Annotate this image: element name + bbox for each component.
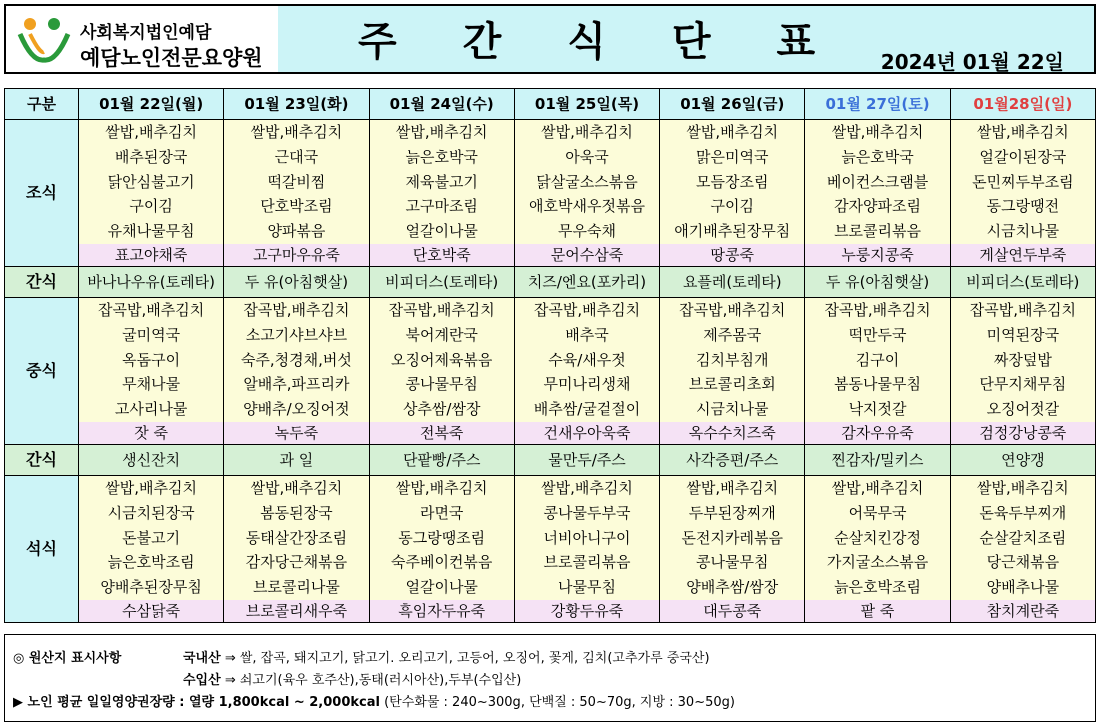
menu-item: 쌀밥,배추김치 — [395, 123, 488, 141]
menu-item: 쌀밥,배추김치 — [686, 123, 779, 141]
menu-item: 늙은호박국 — [841, 147, 914, 166]
logo-icon — [14, 14, 74, 66]
origin-domestic — [183, 647, 710, 666]
dinner-label: 석식 — [5, 475, 79, 622]
lunch-cell — [224, 297, 369, 421]
menu-item: 쌀밥,배추김치 — [250, 123, 343, 141]
menu-item: 쌀밥,배추김치 — [105, 478, 197, 497]
menu-item: 브로콜리볶음 — [834, 222, 922, 241]
porridge-cell: 게살연두부죽 — [950, 244, 1095, 267]
menu-item: 단호박조림 — [260, 197, 333, 216]
menu-item: 쌀밥,배추김치 — [831, 123, 924, 141]
menu-item: 애기배추된장무침 — [674, 222, 791, 241]
menu-item: 잡곡밥,배추김치 — [98, 300, 205, 319]
menu-item: 잡곡밥,배추김치 — [824, 300, 931, 319]
breakfast-cell — [514, 120, 659, 244]
breakfast-cell — [805, 120, 950, 244]
menu-item: 나물무침 — [558, 578, 616, 597]
snack-cell: 두 유(아침햇살) — [805, 266, 950, 297]
menu-item: 단무지채무침 — [979, 375, 1067, 394]
day-header: 01월28일(일) — [950, 89, 1095, 120]
porridge-cell: 수삼닭죽 — [79, 600, 224, 623]
day-header: 01월 26일(금) — [660, 89, 805, 120]
menu-item: 쌀밥,배추김치 — [105, 123, 197, 141]
porridge-cell: 팥 죽 — [805, 600, 950, 623]
day-header: 01월 23일(화) — [224, 89, 369, 120]
menu-item: 콩나물무침 — [696, 553, 769, 572]
menu-item: 알배추,파프리카 — [243, 375, 350, 394]
porridge-cell: 대두콩죽 — [660, 600, 805, 623]
day-header: 01월 25일(목) — [514, 89, 659, 120]
menu-item: 미역된장국 — [986, 325, 1060, 344]
menu-item: 배추국 — [565, 325, 609, 344]
nutrition-guide — [13, 691, 735, 710]
menu-item: 구이김 — [129, 197, 173, 216]
porridge-cell: 감자우유죽 — [805, 422, 950, 445]
menu-item: 낙지젓갈 — [848, 400, 907, 419]
menu-item: 너비아니구이 — [543, 528, 631, 547]
menu-item: 쌀밥,배추김치 — [831, 478, 924, 497]
menu-item: 감자양파조림 — [834, 197, 922, 216]
menu-item: 양파볶음 — [267, 222, 326, 241]
snack-cell: 비피더스(토레타) — [950, 266, 1095, 297]
breakfast-cell — [660, 120, 805, 244]
dinner-cell — [805, 475, 950, 599]
menu-item: 닭안심불고기 — [107, 172, 195, 191]
breakfast-label: 조식 — [5, 120, 79, 267]
porridge-cell: 참치계란죽 — [950, 600, 1095, 623]
porridge-cell: 누룽지콩죽 — [805, 244, 950, 267]
title-area — [278, 6, 1094, 72]
menu-item: 양배추된장무침 — [100, 578, 202, 597]
menu-item: 굴미역국 — [122, 325, 181, 344]
menu-item: 감자당근채볶음 — [245, 553, 348, 572]
menu-item: 무채나물 — [122, 375, 181, 394]
snack-cell: 두 유(아침햇살) — [224, 266, 369, 297]
menu-item: 브로콜리볶음 — [543, 553, 631, 572]
breakfast-row — [5, 120, 1096, 244]
menu-item: 봄동된장국 — [260, 503, 333, 522]
origin-import — [183, 669, 521, 688]
snack-cell: 요플레(토레타) — [660, 266, 805, 297]
lunch-cell — [514, 297, 659, 421]
menu-item: 떡만두국 — [848, 325, 907, 344]
menu-item: 얼갈이나물 — [405, 222, 478, 241]
menu-item: 잡곡밥,배추김치 — [969, 300, 1076, 319]
snack-cell: 치즈/엔요(포카리) — [514, 266, 659, 297]
menu-item: 양배추쌈/쌈장 — [686, 578, 779, 597]
porridge-cell: 땅콩죽 — [660, 244, 805, 267]
page-title: 주간식단표 — [358, 19, 882, 65]
menu-item: 모듬장조림 — [696, 172, 769, 191]
menu-item: 쌀밥,배추김치 — [541, 478, 633, 497]
footer-notes — [4, 634, 1096, 722]
snack-cell: 생신잔치 — [79, 444, 224, 475]
menu-item: 짜장덮밥 — [993, 350, 1052, 369]
menu-item: 늙은호박조림 — [107, 553, 195, 572]
dinner-cell — [369, 475, 514, 599]
porridge-cell: 고구마우유죽 — [224, 244, 369, 267]
menu-item: 유채나물무침 — [107, 222, 195, 241]
menu-item: 양배추나물 — [986, 578, 1060, 597]
snack2-row — [5, 444, 1096, 475]
menu-item: 돈전지카레볶음 — [681, 528, 783, 547]
lunch-porridge-row — [5, 422, 1096, 445]
menu-item: 김구이 — [855, 350, 900, 369]
porridge-cell: 녹두죽 — [224, 422, 369, 445]
dinner-cell — [660, 475, 805, 599]
menu-item: 맑은미역국 — [696, 147, 769, 166]
lunch-row — [5, 297, 1096, 421]
lunch-cell — [79, 297, 224, 421]
menu-item: 무미나리생채 — [543, 375, 631, 394]
menu-item: 콩나물무침 — [405, 375, 478, 394]
menu-item: 쌀밥,배추김치 — [395, 478, 488, 497]
lunch-cell — [950, 297, 1095, 421]
dinner-cell — [950, 475, 1095, 599]
menu-item: 가지굴소스볶음 — [826, 553, 929, 572]
porridge-cell: 건새우아욱죽 — [514, 422, 659, 445]
origin-title: ◎ 원산지 표시사항 — [13, 651, 122, 666]
menu-item: 두부된장찌개 — [688, 503, 776, 522]
snack-cell: 찐감자/밀키스 — [805, 444, 950, 475]
menu-item: 동태살간장조림 — [245, 528, 348, 547]
day-header: 01월 27일(토) — [805, 89, 950, 120]
org-name-line1: 사회복지법인예담 — [80, 23, 212, 43]
menu-item: 시금치나물 — [986, 222, 1060, 241]
menu-item: 북어계란국 — [405, 325, 478, 344]
breakfast-cell — [79, 120, 224, 244]
dinner-row — [5, 475, 1096, 599]
domestic-text: ⇒ 쌀, 잡곡, 돼지고기, 닭고기. 오리고기, 고등어, 오징어, 꽃게, 김치(고추가루 중국산) — [224, 651, 710, 666]
breakfast-porridge-row — [5, 244, 1096, 267]
porridge-cell: 브로콜리새우죽 — [224, 600, 369, 623]
menu-item: 동그랑땡전 — [986, 197, 1060, 216]
porridge-cell: 흑임자두유죽 — [369, 600, 514, 623]
dinner-cell — [79, 475, 224, 599]
nutrition-label: ▶ 노인 평균 일일영양권장량 : 열량 1,800kcal ~ 2,000kcal — [13, 695, 380, 710]
porridge-cell: 표고야채죽 — [79, 244, 224, 267]
menu-item: 늙은호박조림 — [834, 578, 922, 597]
menu-item: 잡곡밥,배추김치 — [679, 300, 786, 319]
menu-item: 어묵무국 — [848, 503, 907, 522]
snack-cell: 비피더스(토레타) — [369, 266, 514, 297]
porridge-cell: 강황두유죽 — [514, 600, 659, 623]
day-header: 01월 24일(수) — [369, 89, 514, 120]
porridge-cell: 문어수삼죽 — [514, 244, 659, 267]
snack-cell: 단팥빵/주스 — [369, 444, 514, 475]
menu-item: 옥돔구이 — [122, 350, 181, 369]
menu-item: 쌀밥,배추김치 — [541, 123, 633, 141]
menu-item: 돈불고기 — [122, 528, 181, 547]
menu-item: 고구마조림 — [405, 197, 478, 216]
menu-item: 숙주,청경채,버섯 — [240, 350, 352, 369]
menu-item: 순살치킨강정 — [834, 528, 922, 547]
menu-item: 오징어제육볶음 — [390, 350, 493, 369]
menu-item: 김치부침개 — [696, 350, 769, 369]
snack-cell: 연양갱 — [950, 444, 1095, 475]
lunch-label: 중식 — [5, 297, 79, 444]
menu-item: 당근채볶음 — [986, 553, 1060, 572]
porridge-cell: 잣 죽 — [79, 422, 224, 445]
import-text: ⇒ 쇠고기(육우 호주산),동태(러시아산),두부(수입산) — [224, 673, 522, 688]
org-name-line2: 예담노인전문요양원 — [80, 46, 263, 70]
dinner-cell — [514, 475, 659, 599]
import-label: 수입산 — [183, 673, 221, 688]
menu-item: 돈육두부찌개 — [979, 503, 1067, 522]
menu-item: 돈민찌두부조림 — [972, 172, 1074, 191]
menu-item: 동그랑땡조림 — [398, 528, 486, 547]
porridge-cell: 단호박죽 — [369, 244, 514, 267]
menu-item: 구이김 — [710, 197, 754, 216]
menu-item: 늙은호박국 — [405, 147, 478, 166]
menu-item: 브로콜리나물 — [252, 578, 340, 597]
breakfast-cell — [224, 120, 369, 244]
menu-item: 얼갈이된장국 — [979, 147, 1067, 166]
menu-item: 고사리나물 — [114, 400, 188, 419]
lunch-cell — [660, 297, 805, 421]
header-row — [5, 89, 1096, 120]
menu-item: 쌀밥,배추김치 — [976, 478, 1069, 497]
snack1-row — [5, 266, 1096, 297]
menu-item: 무우숙채 — [558, 222, 616, 241]
snack-cell: 바나나우유(토레타) — [79, 266, 224, 297]
category-header: 구분 — [5, 89, 79, 120]
domestic-label: 국내산 — [183, 651, 221, 666]
menu-item: 제주몸국 — [703, 325, 762, 344]
menu-item: 쌀밥,배추김치 — [686, 478, 779, 497]
menu-date: 2024년 01월 22일 — [880, 50, 1064, 74]
menu-item: 얼갈이나물 — [405, 578, 478, 597]
menu-item: 시금치나물 — [696, 400, 769, 419]
menu-item: 상추쌈/쌈장 — [402, 400, 481, 419]
menu-item: 라면국 — [419, 503, 464, 522]
menu-item: 수육/새우젓 — [548, 350, 626, 369]
dinner-porridge-row — [5, 600, 1096, 623]
menu-item: 순살갈치조림 — [979, 528, 1067, 547]
lunch-cell — [805, 297, 950, 421]
menu-item: 애호박새우젓볶음 — [529, 197, 645, 216]
porridge-cell: 검정강낭콩죽 — [950, 422, 1095, 445]
menu-item: 근대국 — [274, 147, 319, 166]
menu-item: 봄동나물무침 — [834, 375, 922, 394]
nutrition-text: (탄수화물 : 240~300g, 단백질 : 50~70g, 지방 : 30~50g) — [384, 695, 735, 710]
snack-cell: 사각증편/주스 — [660, 444, 805, 475]
snack-cell: 과 일 — [224, 444, 369, 475]
snack2-label: 간식 — [5, 444, 79, 475]
header — [4, 4, 1096, 74]
menu-item: 배추쌈/굴겉절이 — [533, 400, 641, 419]
menu-item: 베이컨스크램블 — [826, 172, 929, 191]
menu-item: 소고기샤브샤브 — [245, 325, 348, 344]
menu-item: 쌀밥,배추김치 — [250, 478, 343, 497]
lunch-cell — [369, 297, 514, 421]
menu-item: 아욱국 — [565, 147, 609, 166]
menu-item: 잡곡밥,배추김치 — [388, 300, 495, 319]
dinner-cell — [224, 475, 369, 599]
menu-item: 시금치된장국 — [107, 503, 195, 522]
porridge-cell: 옥수수치즈죽 — [660, 422, 805, 445]
menu-item: 닭살굴소스볶음 — [536, 172, 638, 191]
menu-item: 떡갈비찜 — [267, 172, 326, 191]
menu-item: 오징어젓갈 — [986, 400, 1060, 419]
menu-item: 양배추/오징어젓 — [243, 400, 350, 419]
breakfast-cell — [369, 120, 514, 244]
menu-item: 콩나물두부국 — [543, 503, 631, 522]
day-header: 01월 22일(월) — [79, 89, 224, 120]
logo-area — [6, 6, 280, 72]
menu-item: 쌀밥,배추김치 — [976, 123, 1069, 141]
porridge-cell: 전복죽 — [369, 422, 514, 445]
menu-item: 배추된장국 — [114, 147, 188, 166]
menu-item: 브로콜리초회 — [688, 375, 776, 394]
snack1-label: 간식 — [5, 266, 79, 297]
menu-item: 잡곡밥,배추김치 — [533, 300, 641, 319]
menu-item: 제육불고기 — [405, 172, 478, 191]
weekly-menu-table — [4, 88, 1096, 623]
breakfast-cell — [950, 120, 1095, 244]
menu-item: 잡곡밥,배추김치 — [243, 300, 350, 319]
snack-cell: 물만두/주스 — [514, 444, 659, 475]
menu-item: 숙주베이컨볶음 — [390, 553, 493, 572]
